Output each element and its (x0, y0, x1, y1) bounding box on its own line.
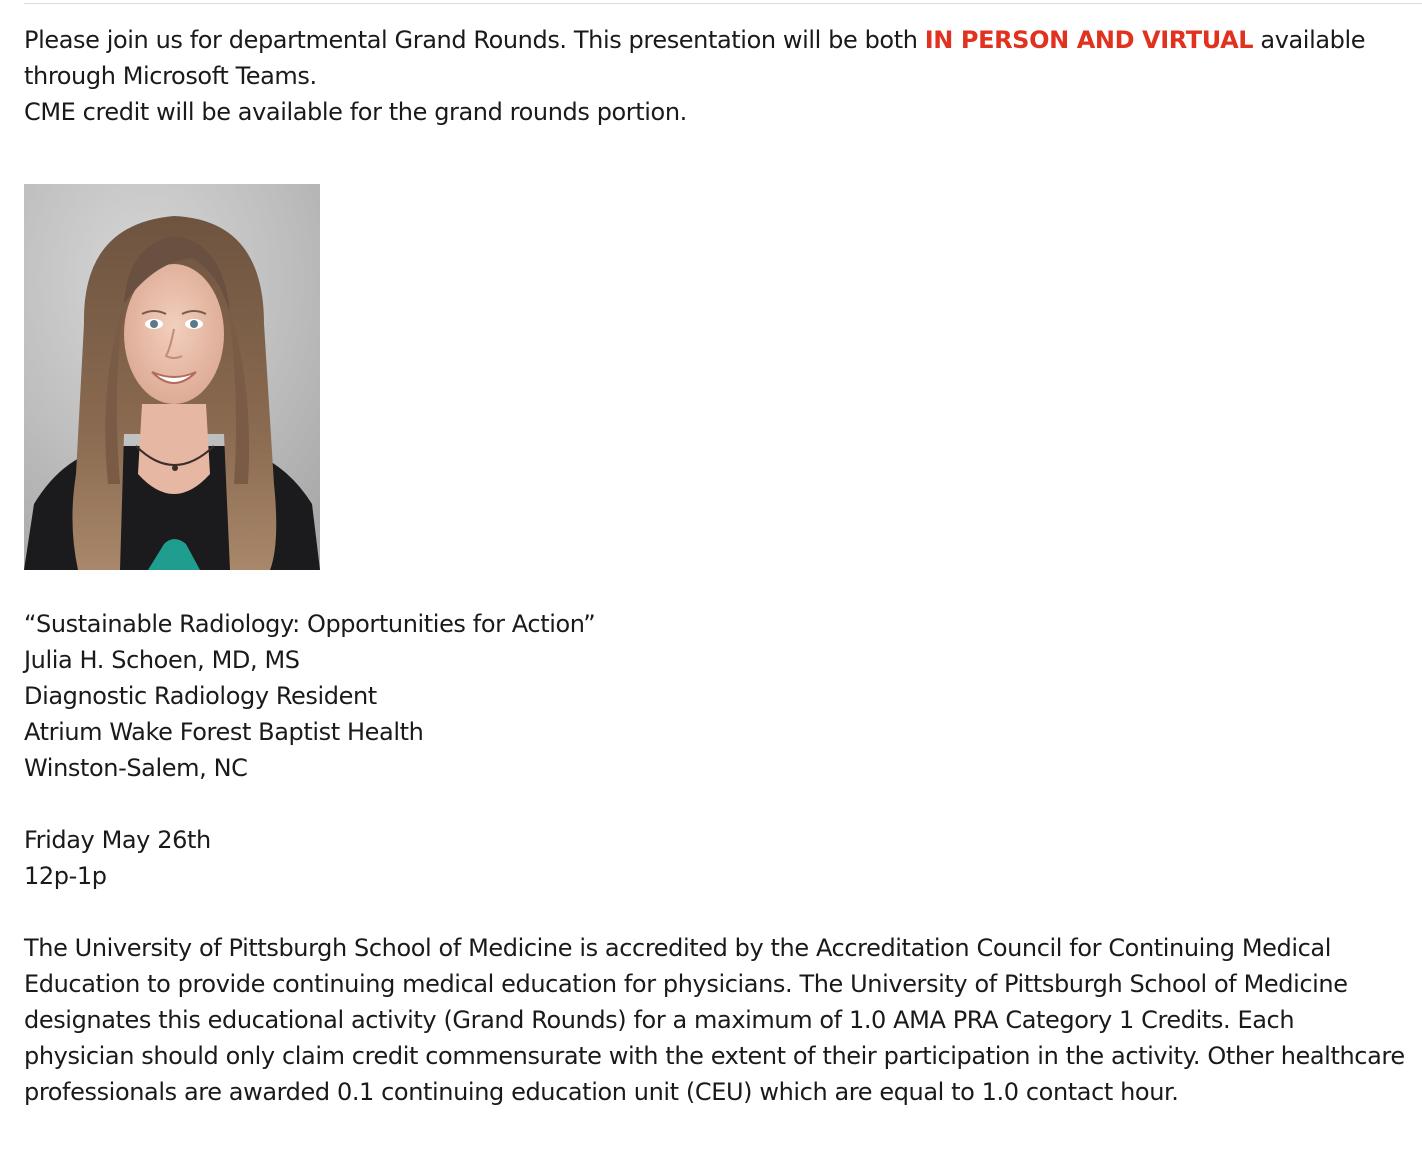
speaker-role: Diagnostic Radiology Resident (24, 682, 377, 710)
intro-text-continued: available through Microsoft Teams. (24, 26, 1366, 90)
event-time (24, 822, 1409, 894)
speaker-location: Winston-Salem, NC (24, 754, 248, 782)
talk-title: “Sustainable Radiology: Opportunities for Action” (24, 610, 596, 638)
email-body (24, 22, 1409, 1110)
intro-paragraph (24, 22, 1409, 94)
speaker-photo (24, 184, 320, 570)
accreditation-paragraph: The University of Pittsburgh School of Medicine is accredited by the Accreditation Council for Continuing Medical Education to provide continuing medical education for physicians. The University of Pittsburgh School of Medicine designates this educational activity (Grand Rounds) for a maximum of 1.0 AMA PRA Category 1 Credits. Each physician should only claim credit commensurate with the extent of their participation in the activity. Other healthcare professionals are awarded 0.1 continuing education unit (CEU) which are equal to 1.0 contact hour. (24, 934, 1405, 1106)
speaker-name: Julia H. Schoen, MD, MS (24, 646, 300, 674)
cme-credit-line: CME credit will be available for the grand rounds portion. (24, 98, 687, 126)
spacer (24, 786, 1409, 822)
talk-details (24, 606, 1409, 786)
speaker-institution: Atrium Wake Forest Baptist Health (24, 718, 424, 746)
top-divider (24, 3, 1422, 4)
in-person-virtual-highlight: IN PERSON AND VIRTUAL (924, 26, 1254, 54)
speaker-portrait-icon (24, 184, 320, 570)
spacer (24, 894, 1409, 930)
event-date: Friday May 26th (24, 826, 211, 854)
event-hours: 12p-1p (24, 862, 107, 890)
intro-text: Please join us for departmental Grand Rounds. This presentation will be both (24, 26, 925, 54)
